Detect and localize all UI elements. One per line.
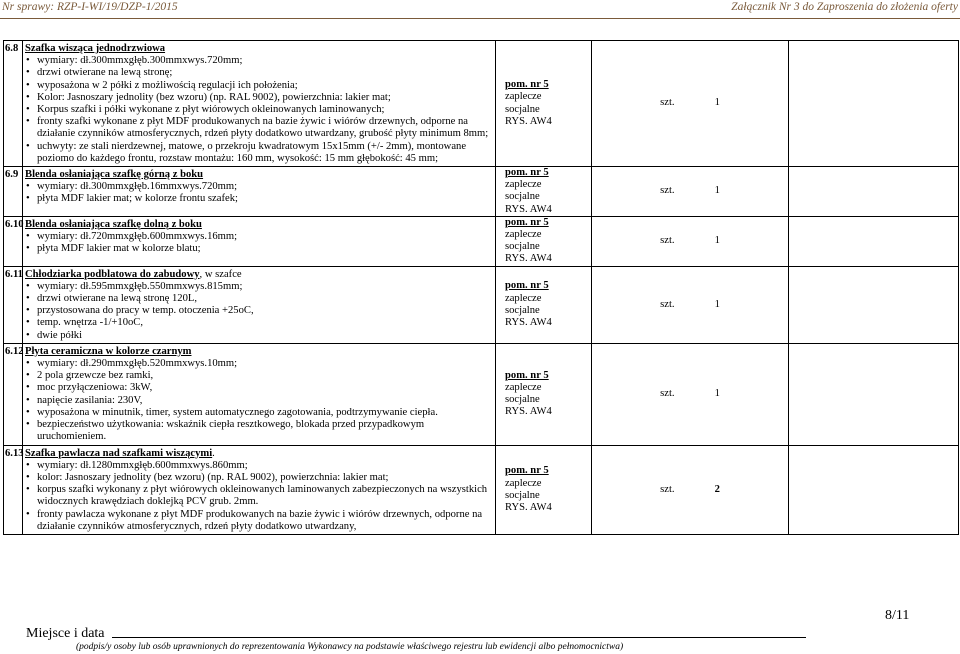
quantity-box <box>592 388 788 400</box>
spec-item: • wymiary: dł.1280mmxgłęb.600mmxwys.860mm; <box>37 460 492 472</box>
item-description <box>23 343 496 445</box>
item-title <box>25 346 492 358</box>
location-line: RYS. AW4 <box>505 316 552 328</box>
quantity-value: 1 <box>714 388 720 400</box>
unit: szt. <box>660 298 675 310</box>
spec-item: • wymiary: dł.595mmxgłęb.550mmxwys.815mm; <box>37 281 492 293</box>
item-row <box>4 266 959 343</box>
location-line: zaplecze <box>505 381 542 393</box>
item-price-cell <box>789 445 959 534</box>
location-line: socjalne <box>505 394 540 406</box>
location-line: zaplecze <box>505 292 542 304</box>
spec-item: • wymiary: dł.720mmxgłęb.600mmxwys.16mm; <box>37 231 492 243</box>
spec-list <box>25 55 492 165</box>
item-price-cell <box>789 343 959 445</box>
spec-item: • drzwi otwierane na lewą stronę 120L, <box>37 293 492 305</box>
item-title-text: Blenda osłaniająca szafkę górną z boku <box>25 169 204 181</box>
item-row <box>4 343 959 445</box>
quantity-value: 1 <box>714 185 720 197</box>
spec-item: • napięcie zasilania: 230V, <box>37 395 492 407</box>
spec-item: • fronty pawlacza wykonane z płyt MDF produkowanych na bazie żywic i wiórów drzewnych, odporne na działanie czynników atmosferycznych, rdzeń płyty dodatkowo utwardzany, <box>37 509 492 533</box>
item-row <box>4 216 959 266</box>
signature-note: (podpis/y osoby lub osób uprawnionych do reprezentowania Wykonawcy na podstawie właściwego rejestru lub ewidencji albo pełnomocnictwa) <box>76 642 624 652</box>
item-price-cell <box>789 216 959 266</box>
spec-item: • Kolor: Jasnoszary jednolity (bez wzoru) (np. RAL 9002), powierzchnia: lakier mat; <box>37 92 492 104</box>
spec-item: • Korpus szafki i półki wykonane z płyt wiórowych okleinowanych laminowanych; <box>37 104 492 116</box>
spec-item: • moc przyłączeniowa: 3kW, <box>37 382 492 394</box>
spec-item: • uchwyty: ze stali nierdzewnej, matowe, o przekroju kwadratowym 15x15mm (+/- 2mm), montowane poziomo do każdego frontu, rozstaw montażu: 160 mm, wysokość: 15 mm głębokość: 45 mm; <box>37 141 492 165</box>
item-row <box>4 41 959 167</box>
room-number: pom. nr 5 <box>505 167 549 179</box>
item-number: 6.12 <box>4 343 23 445</box>
location-line: socjalne <box>505 489 540 501</box>
quantity-box <box>592 97 788 109</box>
location-line: zaplecze <box>505 91 542 103</box>
item-title <box>25 219 492 231</box>
case-number: Nr sprawy: RZP-I-WI/19/DZP-1/2015 <box>2 1 178 13</box>
spec-item: • wymiary: dł.290mmxgłęb.520mmxwys.10mm; <box>37 358 492 370</box>
spec-item: • wymiary: dł.300mmxgłęb.300mmxwys.720mm; <box>37 55 492 67</box>
unit: szt. <box>660 235 675 247</box>
room-number: pom. nr 5 <box>505 79 549 91</box>
item-location <box>496 41 592 167</box>
item-title <box>25 43 492 55</box>
item-price-cell <box>789 41 959 167</box>
location-line: RYS. AW4 <box>505 203 552 215</box>
item-location <box>496 343 592 445</box>
item-title <box>25 269 492 281</box>
item-row <box>4 167 959 217</box>
item-number: 6.11 <box>4 266 23 343</box>
item-price-cell <box>789 266 959 343</box>
item-row <box>4 445 959 534</box>
spec-item: • fronty szafki wykonane z płyt MDF produkowanych na bazie żywic i wiórów drzewnych, odporne na działanie czynników atmosferycznych, rdzeń płyty dodatkowo utwardzany, grubość płyty minimum 8mm; <box>37 116 492 140</box>
quantity-value: 1 <box>714 97 720 109</box>
spec-item: • płyta MDF lakier mat; w kolorze frontu szafek; <box>37 193 492 205</box>
quantity-box <box>592 484 788 496</box>
spec-item: • 2 pola grzewcze bez ramki, <box>37 370 492 382</box>
location-line: zaplecze <box>505 477 542 489</box>
item-quantity <box>592 266 789 343</box>
quantity-box <box>592 299 788 311</box>
item-description <box>23 266 496 343</box>
items-table-body <box>4 41 959 535</box>
spec-item: • przystosowana do pracy w temp. otoczenia +25oC, <box>37 305 492 317</box>
unit: szt. <box>660 97 675 109</box>
item-description <box>23 445 496 534</box>
location-line: socjalne <box>505 241 540 253</box>
spec-item: • dwie półki <box>37 330 492 342</box>
spec-list <box>25 281 492 342</box>
location-line: RYS. AW4 <box>505 406 552 418</box>
location-line: socjalne <box>505 103 540 115</box>
room-number: pom. nr 5 <box>505 216 549 228</box>
item-location <box>496 266 592 343</box>
spec-list <box>25 181 492 205</box>
spec-item: • drzwi otwierane na lewą stronę; <box>37 67 492 79</box>
item-quantity <box>592 343 789 445</box>
item-location <box>496 216 592 266</box>
spec-item: • korpus szafki wykonany z płyt wiórowych okleinowanych laminowanych zabezpieczonych na wszystkich widocznych krawędziach doklejką PCV grub. 2mm. <box>37 484 492 508</box>
location-line: RYS. AW4 <box>505 253 552 265</box>
item-title-text: Płyta ceramiczna w kolorze czarnym <box>25 345 192 357</box>
location-line: zaplecze <box>505 179 542 191</box>
item-location <box>496 167 592 217</box>
item-location <box>496 445 592 534</box>
location-line: RYS. AW4 <box>505 501 552 513</box>
item-quantity <box>592 216 789 266</box>
spec-list <box>25 231 492 255</box>
quantity-value: 2 <box>714 483 720 495</box>
item-title-text: Szafka pawlacza nad szafkami wiszącymi <box>25 447 213 459</box>
quantity-box <box>592 235 788 247</box>
quantity-box <box>592 185 788 197</box>
item-quantity <box>592 41 789 167</box>
item-description <box>23 216 496 266</box>
item-quantity <box>592 167 789 217</box>
item-title-text: Blenda osłaniająca szafkę dolną z boku <box>25 218 202 230</box>
location-line: RYS. AW4 <box>505 115 552 127</box>
item-description <box>23 167 496 217</box>
signature-line <box>112 637 806 638</box>
spec-item: • kolor: Jasnoszary jednolity (bez wzoru) (np. RAL 9002), powierzchnia: lakier mat; <box>37 472 492 484</box>
spec-list <box>25 460 492 533</box>
location-line: zaplecze <box>505 229 542 241</box>
item-title-suffix: . <box>212 447 215 459</box>
attachment-title: Załącznik Nr 3 do Zaproszenia do złożenia oferty <box>731 1 958 13</box>
spec-list <box>25 358 492 443</box>
item-title <box>25 169 492 181</box>
place-and-date-label: Miejsce i data <box>26 626 105 641</box>
quantity-value: 1 <box>714 235 720 247</box>
item-price-cell <box>789 167 959 217</box>
items-table <box>3 40 959 535</box>
spec-item: • wyposażona w minutnik, timer, system automatycznego zagotowania, podtrzymywanie ciepła. <box>37 407 492 419</box>
spec-item: • płyta MDF lakier mat w kolorze blatu; <box>37 243 492 255</box>
item-number: 6.9 <box>4 167 23 217</box>
page-header <box>0 0 960 18</box>
room-number: pom. nr 5 <box>505 369 549 381</box>
location-line: socjalne <box>505 304 540 316</box>
unit: szt. <box>660 483 675 495</box>
item-title <box>25 448 492 460</box>
spec-item: • wymiary: dł.300mmxgłęb.16mmxwys.720mm; <box>37 181 492 193</box>
item-title-text: Chłodziarka podblatowa do zabudowy <box>25 268 200 280</box>
unit: szt. <box>660 185 675 197</box>
item-quantity <box>592 445 789 534</box>
item-title-text: Szafka wisząca jednodrzwiowa <box>25 43 166 54</box>
item-title-suffix: , w szafce <box>199 268 242 280</box>
item-description <box>23 41 496 167</box>
room-number: pom. nr 5 <box>505 465 549 477</box>
page-number: 8/11 <box>885 608 910 623</box>
spec-item: • bezpieczeństwo użytkowania: wskaźnik ciepła resztkowego, blokada przed przypadkowym uruchomieniem. <box>37 419 492 443</box>
room-number: pom. nr 5 <box>505 280 549 292</box>
unit: szt. <box>660 388 675 400</box>
quantity-value: 1 <box>714 298 720 310</box>
spec-item: • temp. wnętrza -1/+10oC, <box>37 317 492 329</box>
item-number: 6.8 <box>4 41 23 167</box>
item-number: 6.13 <box>4 445 23 534</box>
header-rule <box>0 18 960 19</box>
spec-item: • wyposażona w 2 półki z możliwością regulacji ich położenia; <box>37 80 492 92</box>
location-line: socjalne <box>505 191 540 203</box>
item-number: 6.10 <box>4 216 23 266</box>
